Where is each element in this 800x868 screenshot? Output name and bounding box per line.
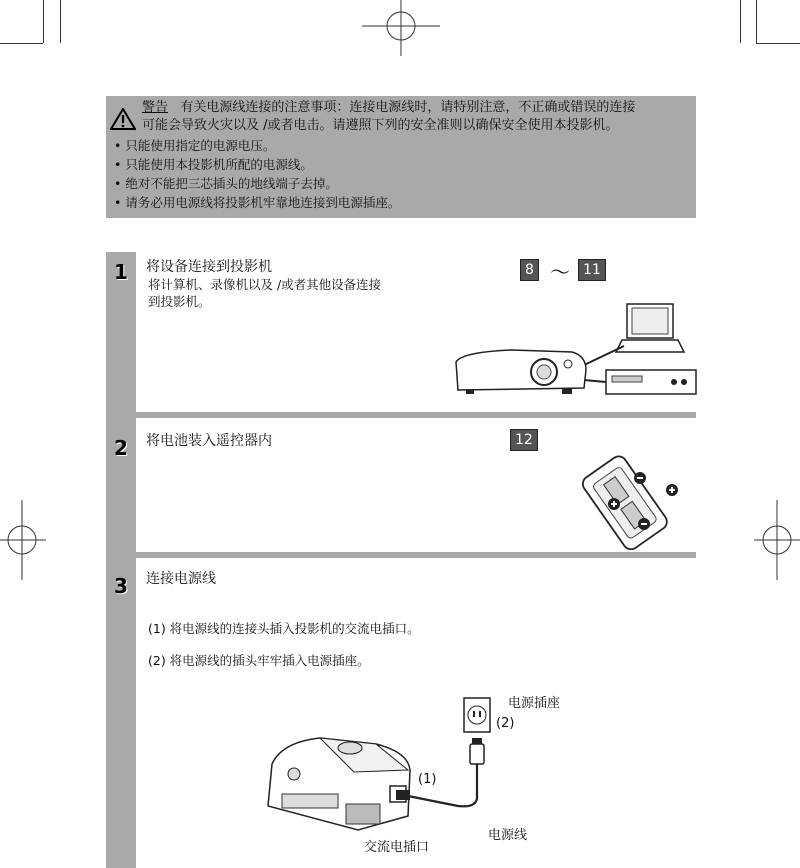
warning-bullet: • 只能使用指定的电源电压。 [114, 138, 276, 153]
crop-mark [43, 0, 44, 43]
projector-connection-illustration [452, 296, 697, 406]
warning-line-1 [142, 100, 635, 116]
crop-mark [740, 0, 741, 43]
warning-text-1: 有关电源线连接的注意事项：连接电源线时，请特别注意，不正确或错误的连接 [180, 100, 636, 115]
step-1-divider [106, 412, 696, 418]
warning-box [106, 96, 696, 218]
crop-mark [60, 0, 61, 43]
crop-mark [0, 43, 43, 44]
step-3-title: 连接电源线 [146, 571, 216, 587]
label-power-outlet: 电源插座 [508, 696, 561, 711]
remote-battery-illustration [576, 446, 684, 550]
step-3-number: 3 [114, 574, 128, 598]
warning-bullet: • 绝对不能把三芯插头的地线端子去掉。 [114, 176, 338, 191]
warning-bullet: • 请务必用电源线将投影机牢靠地连接到电源插座。 [114, 195, 401, 210]
warning-label: 警告 [142, 100, 169, 115]
step-1-title: 将设备连接到投影机 [146, 259, 272, 275]
label-step-2-marker: (2) [496, 716, 515, 731]
label-power-cord: 电源线 [488, 828, 528, 843]
label-ac-inlet: 交流电插口 [364, 840, 430, 855]
crop-mark [756, 43, 800, 44]
step-1-number: 1 [114, 260, 128, 284]
crop-mark [756, 0, 757, 43]
registration-mark-top [362, 0, 440, 58]
label-step-1-marker: (1) [418, 772, 437, 787]
step-2-divider [106, 552, 696, 558]
registration-mark-right [754, 500, 800, 580]
page-ref-12[interactable]: 12 [510, 429, 538, 451]
step-3-item-1: (1) 将电源线的连接头插入投影机的交流电插口。 [148, 621, 420, 636]
warning-line-2: 可能会导致火灾以及 /或者电击。请遵照下列的安全准则以确保安全使用本投影机。 [142, 118, 619, 133]
warning-triangle-icon [110, 108, 136, 130]
step-3-band [106, 558, 136, 868]
registration-mark-left [0, 500, 46, 580]
page-ref-11[interactable]: 11 [578, 259, 606, 281]
step-1-desc-1: 将计算机、录像机以及 /或者其他设备连接 [148, 277, 382, 292]
step-2-title: 将电池装入遥控器内 [146, 433, 272, 449]
range-separator: ～ [550, 260, 570, 284]
step-3-item-2: (2) 将电源线的插头牢牢插入电源插座。 [148, 653, 370, 668]
page-ref-8[interactable]: 8 [520, 259, 539, 281]
power-connection-illustration [258, 690, 518, 840]
warning-bullet: • 只能使用本投影机所配的电源线。 [114, 157, 313, 172]
step-1-desc-2: 到投影机。 [148, 294, 211, 309]
step-2-number: 2 [114, 436, 128, 460]
